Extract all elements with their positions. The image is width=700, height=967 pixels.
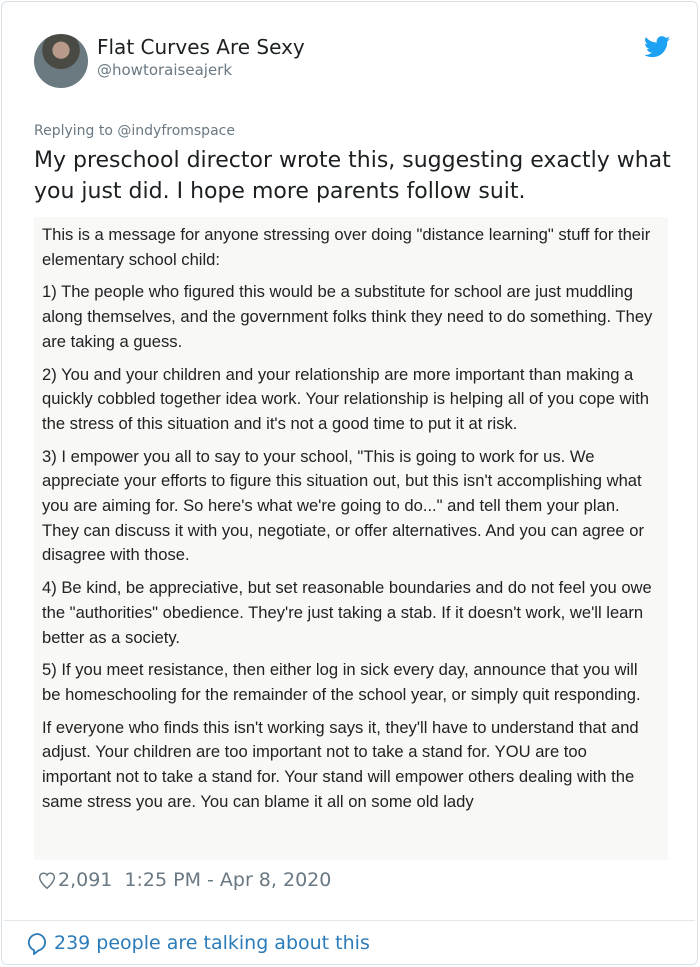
divider xyxy=(4,920,695,921)
conversation-link[interactable] xyxy=(26,931,370,955)
like-count[interactable]: 2,091 xyxy=(58,869,113,891)
image-paragraph: 4) Be kind, be appreciative, but set reasonable boundaries and do not feel you owe the "authorities" obedience. They're just taking a stab. If it doesn't work, we'll learn better as a society. xyxy=(42,578,652,647)
tweet-text: My preschool director wrote this, suggesting exactly what you just did. I hope more parents follow suit. xyxy=(34,148,671,204)
image-paragraph: 2) You and your children and your relationship are more important than making a quickly cobbled together idea work. Your relationship is helping all of you cope with the stress of this situation and it's not a good time to put it at risk. xyxy=(42,364,649,433)
display-name[interactable]: Flat Curves Are Sexy xyxy=(97,35,305,59)
image-paragraph: 5) If you meet resistance, then either log in sick every day, announce that you will be homeschooling for the remainder of the school year, or simply quit responding. xyxy=(42,660,641,704)
image-paragraph: If everyone who finds this isn't working says it, they'll have to understand that and adjust. Your children are too important not to take a stand for. YOU are too important not to take a stand for. Your stand will empower others dealing with the same stress you are. You can blame it all on some old lady xyxy=(42,717,639,811)
tweet-card xyxy=(1,1,698,965)
replying-to[interactable]: Replying to @indyfromspace xyxy=(34,123,235,139)
timestamp[interactable]: 1:25 PM - Apr 8, 2020 xyxy=(124,869,332,891)
twitter-bird-icon[interactable] xyxy=(644,36,670,58)
image-paragraph: This is a message for anyone stressing over doing "distance learning" stuff for their elementary school child: xyxy=(42,225,651,269)
heart-icon[interactable] xyxy=(36,869,58,891)
tweet-meta xyxy=(36,869,331,891)
user-handle[interactable]: @howtoraiseajerk xyxy=(97,61,233,79)
image-paragraph: 1) The people who figured this would be a substitute for school are just muddling along themselves, and the government folks think they need to do something. They are taking a guess. xyxy=(42,282,653,351)
attached-image[interactable] xyxy=(34,217,668,860)
avatar[interactable] xyxy=(34,34,88,88)
image-paragraph: 3) I empower you all to say to your school, "This is going to work for us. We appreciate your efforts to figure this situation out, but this isn't accomplishing what you are aiming for. So here's what we're going to do..." and tell them your plan. They can discuss it with you, negotiate, or offer alternatives. And you can agree or disagree with those. xyxy=(42,446,645,565)
talking-count: 239 people are talking about this xyxy=(54,932,370,954)
speech-bubble-icon xyxy=(26,931,50,955)
